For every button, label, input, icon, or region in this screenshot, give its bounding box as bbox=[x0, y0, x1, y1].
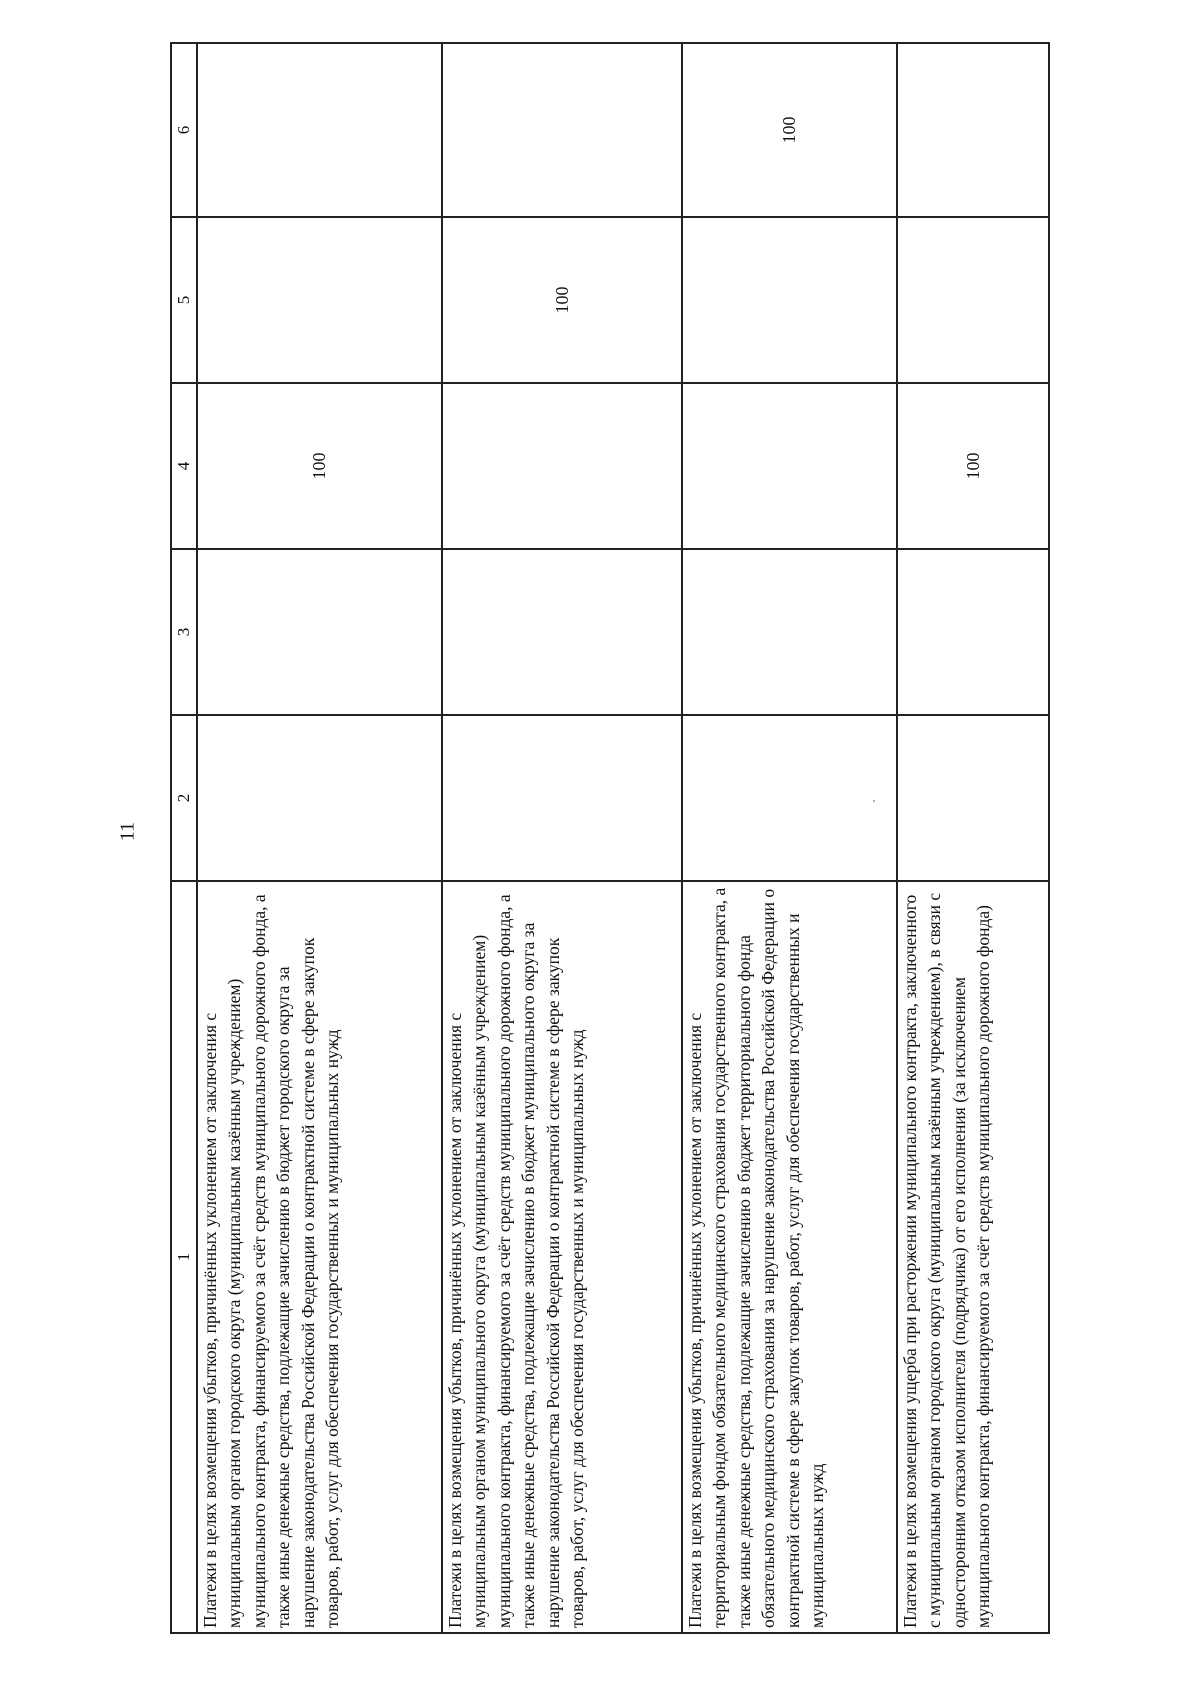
column-header: 4 bbox=[171, 383, 197, 549]
cell-value: 100 bbox=[682, 43, 897, 217]
table-row bbox=[682, 43, 897, 1633]
cell-value: 100 bbox=[897, 383, 1049, 549]
column-header: 3 bbox=[171, 549, 197, 715]
row-description: Платежи в целях возмещения убытков, причинённых уклонением от заключения с муниципальным органом муниципального округа (муниципальным казённым учреждением) муниципального контракта, финансируемого за счёт средств муниципального дорожного фонда, а также иные денежные средства, подлежащие зачислению в бюджет муниципального округа за нарушение законодательства Российской Федерации о контрактной системе в сфере закупок товаров, работ, услуг для обеспечения государственных и муниципальных нужд bbox=[442, 881, 682, 1633]
cell-value bbox=[442, 549, 682, 715]
cell-value bbox=[442, 715, 682, 881]
cell-value bbox=[682, 715, 897, 881]
column-header: 2 bbox=[171, 715, 197, 881]
column-header: 5 bbox=[171, 217, 197, 383]
row-description: Платежи в целях возмещения ущерба при расторжении муниципального контракта, заключенного с муниципальным органом городского округа (муниципальным казённым учреждением), в связи с односторонним отказом исполнителя (подрядчика) от его исполнения (за исключением муниципального контракта, финансируемого за счёт средств муниципального дорожного фонда) bbox=[897, 881, 1049, 1633]
cell-value: 100 bbox=[442, 217, 682, 383]
rotated-table-frame bbox=[170, 44, 1050, 1634]
cell-value bbox=[682, 217, 897, 383]
cell-value bbox=[197, 715, 442, 881]
table-header-row bbox=[171, 43, 197, 1633]
cell-value bbox=[897, 549, 1049, 715]
table-row bbox=[897, 43, 1049, 1633]
cell-value bbox=[442, 43, 682, 217]
cell-value bbox=[897, 43, 1049, 217]
cell-value bbox=[897, 217, 1049, 383]
cell-value bbox=[197, 549, 442, 715]
table-row bbox=[197, 43, 442, 1633]
cell-value: 100 bbox=[197, 383, 442, 549]
table-row bbox=[442, 43, 682, 1633]
column-header: 1 bbox=[171, 881, 197, 1633]
row-description: Платежи в целях возмещения убытков, причинённых уклонением от заключения с территориальным фондом обязательного медицинского страхования государственного контракта, а также иные денежные средства, подлежащие зачислению в бюджет территориального фонда обязательного медицинского страхования за нарушение законодательства Российской Федерации о контрактной системе в сфере закупок товаров, работ, услуг для обеспечения государственных и муниципальных нужд bbox=[682, 881, 897, 1633]
cell-value bbox=[197, 217, 442, 383]
column-header: 6 bbox=[171, 43, 197, 217]
cell-value bbox=[682, 383, 897, 549]
scan-speck bbox=[873, 800, 875, 802]
cell-value bbox=[197, 43, 442, 217]
cell-value bbox=[897, 715, 1049, 881]
page-number: 11 bbox=[116, 821, 139, 842]
table-container bbox=[170, 44, 1050, 1634]
cell-value bbox=[442, 383, 682, 549]
cell-value bbox=[682, 549, 897, 715]
revenue-allocation-table bbox=[170, 42, 1050, 1634]
row-description: Платежи в целях возмещения убытков, причинённых уклонением от заключения с муниципальным органом городского округа (муниципальным казённым учреждением) муниципального контракта, финансируемого за счёт средств муниципального дорожного фонда, а также иные денежные средства, подлежащие зачислению в бюджет городского округа за нарушение законодательства Российской Федерации о контрактной системе в сфере закупок товаров, работ, услуг для обеспечения государственных и муниципальных нужд bbox=[197, 881, 442, 1633]
